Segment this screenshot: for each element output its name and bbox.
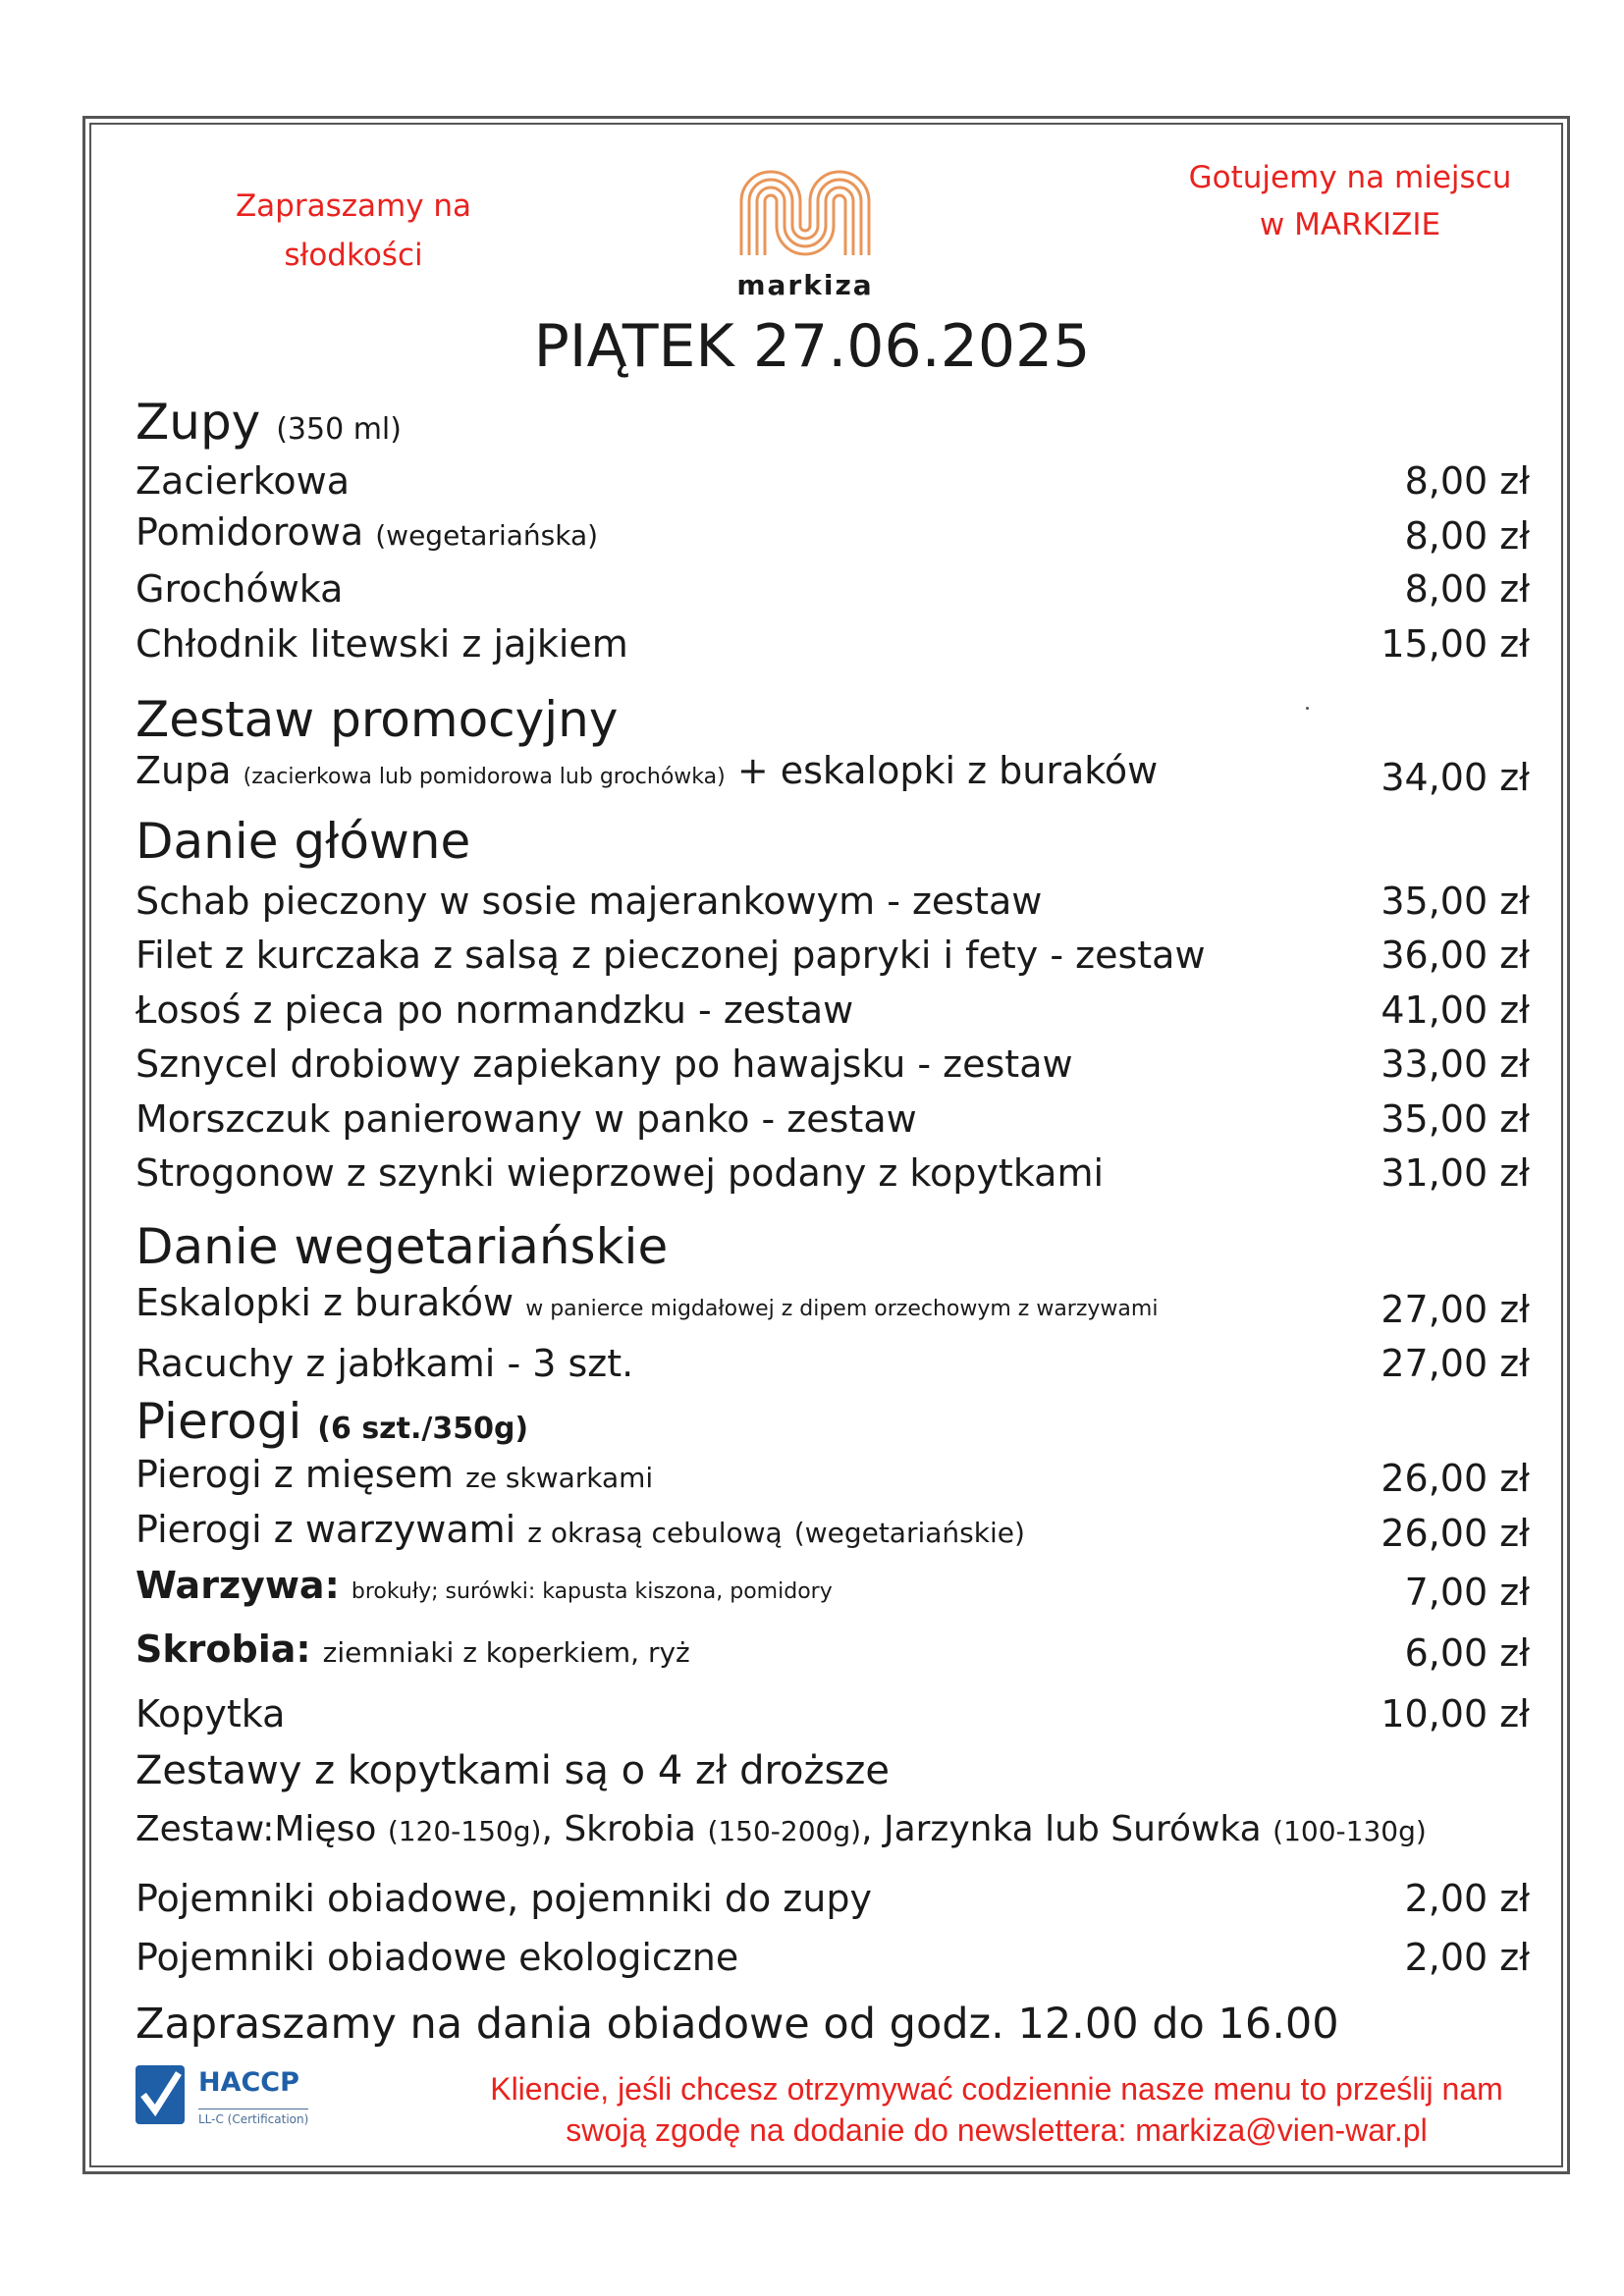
menu-item xyxy=(135,616,1530,671)
menu-item xyxy=(135,1930,1530,1985)
item-name xyxy=(135,1622,690,1681)
menu-item xyxy=(135,1146,1530,1201)
item-note: ze skwarkami xyxy=(465,1462,654,1494)
item-name xyxy=(135,1558,833,1620)
haccp-title: HACCP xyxy=(198,2067,299,2098)
set-info-label: Zestaw: xyxy=(135,1809,275,1849)
item-price: 10,00 zł xyxy=(1380,1692,1530,1735)
opening-hours: Zapraszamy na dania obiadowe od godz. 12.00 do 16.00 xyxy=(135,2000,1339,2049)
item-name: Zacierkowa xyxy=(135,459,351,503)
haccp-check-icon xyxy=(134,2063,187,2126)
set-info xyxy=(135,1802,1427,1859)
item-price: 8,00 zł xyxy=(1404,459,1530,503)
newsletter-line1: Kliencie, jeśli chcesz otrzymywać codziennie nasze menu to prześlij nam xyxy=(490,2071,1503,2107)
item-name xyxy=(135,743,1158,805)
item-name: Racuchy z jabłkami - 3 szt. xyxy=(135,1342,634,1385)
set-info-part2-note: (150-200g) xyxy=(707,1815,862,1847)
item-name xyxy=(135,1447,653,1506)
item-note: (wegetariańska) xyxy=(375,519,599,552)
item-name-text: Eskalopki z buraków xyxy=(135,1281,514,1324)
cooking-promo-line1: Gotujemy na miejscu xyxy=(1188,160,1512,195)
sweets-promo-line2: słodkości xyxy=(284,238,423,273)
item-name xyxy=(135,505,598,563)
item-price: 8,00 zł xyxy=(1404,567,1530,611)
item-price: 41,00 zł xyxy=(1380,988,1530,1032)
item-name: Pojemniki obiadowe ekologiczne xyxy=(135,1936,739,1979)
stray-dot xyxy=(1306,707,1309,710)
item-name: Strogonow z szynki wieprzowej podany z kopytkami xyxy=(135,1151,1105,1195)
item-price: 33,00 zł xyxy=(1380,1042,1530,1086)
menu-item xyxy=(135,1565,1530,1620)
item-name-text: Pierogi z warzywami xyxy=(135,1508,516,1551)
section-mains: Danie główne xyxy=(135,813,471,870)
item-name: Pojemniki obiadowe, pojemniki do zupy xyxy=(135,1877,872,1920)
item-price: 31,00 zł xyxy=(1380,1151,1530,1195)
haccp-subtitle: LL-C (Certification) xyxy=(198,2109,308,2126)
item-price: 36,00 zł xyxy=(1380,934,1530,977)
sweets-promo-line1: Zapraszamy na xyxy=(235,188,472,224)
item-price: 8,00 zł xyxy=(1404,514,1530,558)
kopytka-note: Zestawy z kopytkami są o 4 zł droższe xyxy=(135,1748,890,1793)
set-info-part3-note: (100-130g) xyxy=(1272,1815,1427,1847)
item-note: z okrasą cebulową xyxy=(527,1517,783,1549)
item-name: Grochówka xyxy=(135,567,344,611)
set-info-part3: , Jarzynka lub Surówka xyxy=(861,1809,1262,1849)
markiza-logo xyxy=(727,157,884,314)
menu-item xyxy=(135,1336,1530,1391)
cooking-promo xyxy=(1149,154,1551,248)
item-label: Skrobia: xyxy=(135,1628,311,1671)
page-title: PIĄTEK 27.06.2025 xyxy=(533,312,1091,381)
section-soups-title: Zupy xyxy=(135,394,261,451)
item-price: 7,00 zł xyxy=(1404,1571,1530,1614)
item-name: Schab pieczony w sosie majerankowym - zestaw xyxy=(135,880,1043,923)
section-vegetarian: Danie wegetariańskie xyxy=(135,1218,669,1275)
item-price: 34,00 zł xyxy=(1380,756,1530,799)
menu-item xyxy=(135,1282,1530,1337)
menu-item xyxy=(135,983,1530,1038)
item-label: Warzywa: xyxy=(135,1564,340,1607)
menu-item xyxy=(135,561,1530,616)
menu-item xyxy=(135,1092,1530,1147)
item-price: 35,00 zł xyxy=(1380,1097,1530,1141)
set-info-part2: , Skrobia xyxy=(541,1809,696,1849)
cooking-promo-line2: w MARKIZIE xyxy=(1259,207,1441,242)
section-pierogi-note: (6 szt./350g) xyxy=(317,1412,529,1446)
newsletter-note xyxy=(442,2068,1551,2151)
menu-item xyxy=(135,1626,1530,1681)
haccp-badge xyxy=(134,2063,340,2132)
item-name: Chłodnik litewski z jajkiem xyxy=(135,622,628,666)
menu-item xyxy=(135,928,1530,983)
menu-item xyxy=(135,1506,1530,1561)
item-price: 2,00 zł xyxy=(1404,1877,1530,1920)
item-name: Sznycel drobiowy zapiekany po hawajsku - zestaw xyxy=(135,1042,1073,1086)
logo-wordmark: markiza xyxy=(736,269,874,301)
item-price: 2,00 zł xyxy=(1404,1936,1530,1979)
item-note: ziemniaki z koperkiem, ryż xyxy=(322,1636,690,1669)
menu-item xyxy=(135,454,1530,508)
menu-item xyxy=(135,750,1530,805)
item-name: Filet z kurczaka z salsą z pieczonej papryki i fety - zestaw xyxy=(135,934,1206,977)
menu-item xyxy=(135,874,1530,929)
item-price: 15,00 zł xyxy=(1380,622,1530,666)
menu-item xyxy=(135,1037,1530,1092)
item-price: 26,00 zł xyxy=(1380,1457,1530,1500)
menu-item xyxy=(135,1871,1530,1926)
item-note-2: (wegetariańskie) xyxy=(793,1517,1025,1549)
item-price: 35,00 zł xyxy=(1380,880,1530,923)
item-name: Łosoś z pieca po normandzku - zestaw xyxy=(135,988,854,1032)
menu-item xyxy=(135,1686,1530,1741)
item-name-text: Pomidorowa xyxy=(135,510,364,554)
newsletter-line2: swoją zgodę na dodanie do newslettera: markiza@vien-war.pl xyxy=(566,2112,1428,2148)
item-name xyxy=(135,1502,1025,1561)
markiza-logo-icon xyxy=(731,157,879,265)
set-info-part1: Mięso xyxy=(274,1809,377,1849)
item-price: 26,00 zł xyxy=(1380,1512,1530,1555)
item-name xyxy=(135,1275,1158,1337)
item-name-text: Zupa xyxy=(135,749,232,792)
section-promo: Zestaw promocyjny xyxy=(135,691,619,748)
item-name-text: Pierogi z mięsem xyxy=(135,1453,454,1496)
section-soups-note: (350 ml) xyxy=(276,412,402,447)
item-note: brokuły; surówki: kapusta kiszona, pomidory xyxy=(351,1579,833,1604)
item-price: 27,00 zł xyxy=(1380,1288,1530,1331)
item-note: (zacierkowa lub pomidorowa lub grochówka) xyxy=(243,765,726,789)
item-name: Morszczuk panierowany w panko - zestaw xyxy=(135,1097,917,1141)
menu-item xyxy=(135,508,1530,563)
sweets-promo xyxy=(196,182,511,280)
section-pierogi-title: Pierogi xyxy=(135,1393,302,1450)
section-soups xyxy=(135,393,402,459)
item-note: w panierce migdałowej z dipem orzechowym z warzywami xyxy=(525,1297,1159,1321)
menu-item xyxy=(135,1451,1530,1506)
item-name: Kopytka xyxy=(135,1692,286,1735)
item-price: 27,00 zł xyxy=(1380,1342,1530,1385)
set-info-part1-note: (120-150g) xyxy=(387,1815,542,1847)
item-price: 6,00 zł xyxy=(1404,1631,1530,1675)
item-name-text-b: + eskalopki z buraków xyxy=(736,749,1159,792)
